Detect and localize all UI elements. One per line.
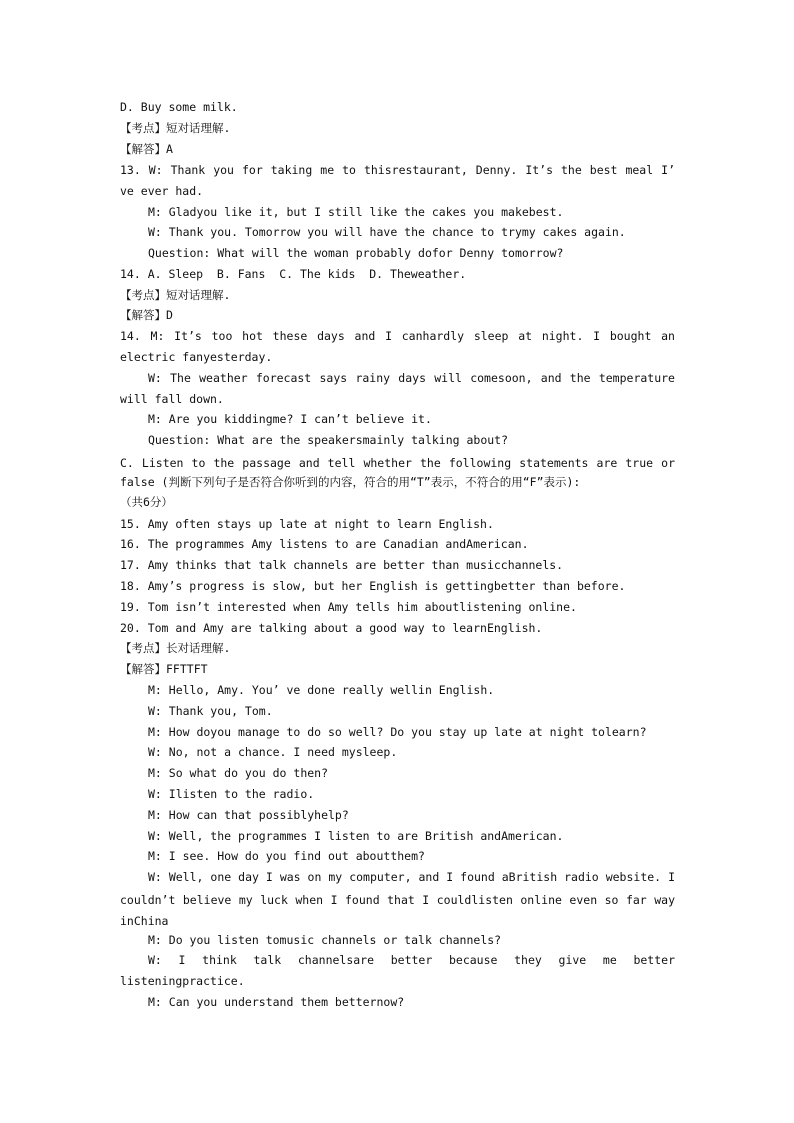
section-c-line-2: false (判断下列句子是否符合你听到的内容，符合的用“T”表示，不符合的用“F”表示): xyxy=(120,475,581,489)
statement-18: 18. Amy’s progress is slow, but her English is gettingbetter than before. xyxy=(120,579,626,593)
dialogue-line-10a: W: Well, one day I was on my computer, and I found aBritish radio website. I xyxy=(148,870,675,884)
section-c-line-1: C. Listen to the passage and tell whether the following statements are true or xyxy=(120,456,675,470)
dialogue-line-10c: inChina xyxy=(120,914,169,928)
dialogue-line-5: M: So what do you do then? xyxy=(148,766,329,780)
dialogue-line-2: W: Thank you, Tom. xyxy=(148,704,273,718)
answer-14: 【解答】D xyxy=(120,308,173,322)
option-d: D. Buy some milk. xyxy=(120,100,238,114)
q14-w-line-2: will fall down. xyxy=(120,392,224,406)
dialogue-line-13: M: Can you understand them betternow? xyxy=(148,995,405,1009)
dialogue-line-8: W: Well, the programmes I listen to are British andAmerican. xyxy=(148,829,564,843)
statement-20: 20. Tom and Amy are talking about a good way to learnEnglish. xyxy=(120,621,543,635)
section-c-score: （共6分） xyxy=(120,495,173,509)
q13-question: Question: What will the woman probably dofor Denny tomorrow? xyxy=(148,246,564,260)
q14-w-line-1: W: The weather forecast says rainy days will comesoon, and the temperature xyxy=(148,371,675,385)
q14-m-line: M: Are you kiddingme? I can’t believe it. xyxy=(148,412,432,426)
answer-12: 【解答】A xyxy=(120,142,173,156)
q13-m-line: M: Gladyou like it, but I still like the cakes you makebest. xyxy=(148,205,564,219)
dialogue-line-7: M: How can that possiblyhelp? xyxy=(148,808,349,822)
q14-line-2: electric fanyesterday. xyxy=(120,350,273,364)
dialogue-line-9: M: I see. How do you find out aboutthem? xyxy=(148,849,425,863)
statement-16: 16. The programmes Amy listens to are Canadian andAmerican. xyxy=(120,537,529,551)
dialogue-line-3: M: How doyou manage to do so well? Do you stay up late at night tolearn? xyxy=(148,725,647,739)
dialogue-line-12b: listeningpractice. xyxy=(120,974,245,988)
dialogue-line-12a: W: I think talk channelsare better because they give me better xyxy=(148,953,675,967)
dialogue-line-1: M: Hello, Amy. You’ ve done really wellin English. xyxy=(148,683,495,697)
statement-17: 17. Amy thinks that talk channels are better than musicchannels. xyxy=(120,558,564,572)
answer-15-20: 【解答】FFTTFT xyxy=(120,662,208,676)
q14-options: 14. A. Sleep B. Fans C. The kids D. Theweather. xyxy=(120,267,467,281)
q14-question: Question: What are the speakersmainly talking about? xyxy=(148,433,509,447)
dialogue-line-4: W: No, not a chance. I need mysleep. xyxy=(148,745,398,759)
dialogue-line-6: W: Ilisten to the radio. xyxy=(148,787,315,801)
statement-15: 15. Amy often stays up late at night to learn English. xyxy=(120,517,494,531)
q14-line-1: 14. M: It’s too hot these days and I canhardly sleep at night. I bought an xyxy=(120,329,675,343)
q13-w-line: W: Thank you. Tomorrow you will have the chance to trymy cakes again. xyxy=(148,225,626,239)
statement-19: 19. Tom isn’t interested when Amy tells him aboutlistening online. xyxy=(120,600,577,614)
kaodian-15-20: 【考点】长对话理解. xyxy=(120,641,231,655)
q13-line-2: ve ever had. xyxy=(120,184,204,198)
kaodian-12: 【考点】短对话理解. xyxy=(120,121,231,135)
kaodian-14: 【考点】短对话理解. xyxy=(120,288,231,302)
dialogue-line-11: M: Do you listen tomusic channels or talk channels? xyxy=(148,933,502,947)
dialogue-line-10b: couldn’t believe my luck when I found that I couldlisten online even so far way xyxy=(120,893,675,907)
q13-line-1: 13. W: Thank you for taking me to thisrestaurant, Denny. It’s the best meal I’ xyxy=(120,163,675,177)
